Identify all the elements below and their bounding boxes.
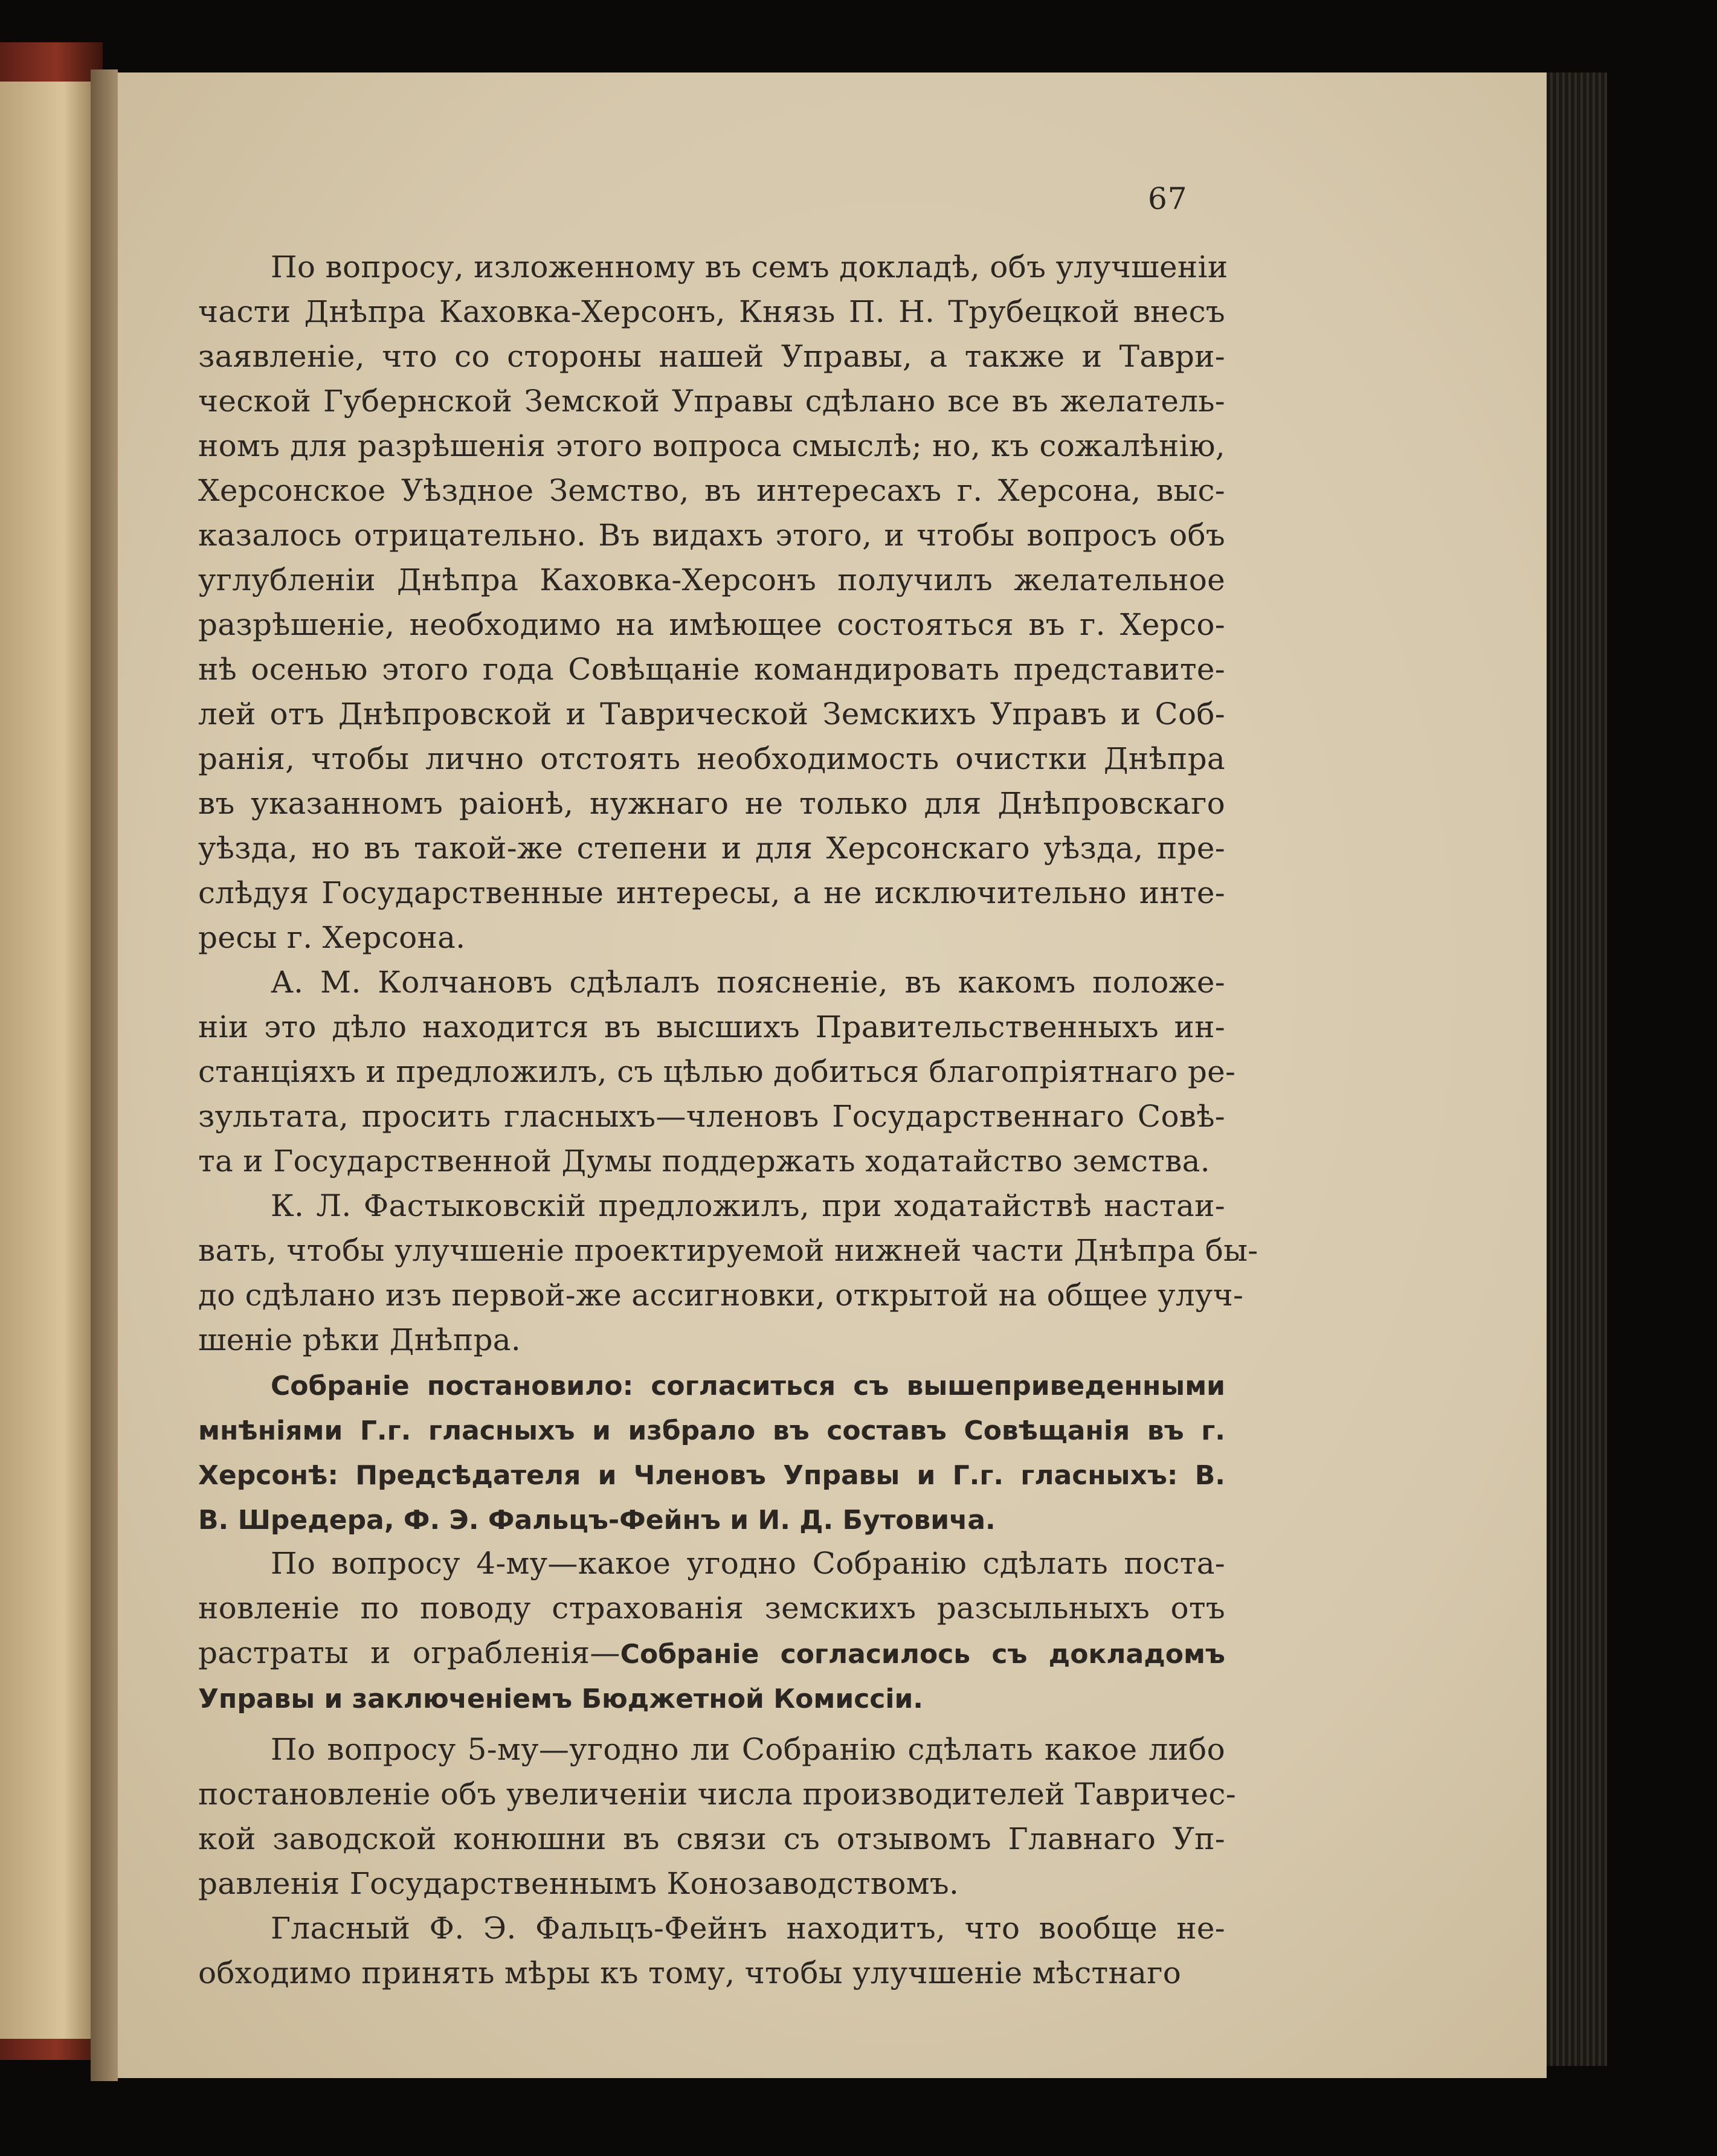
text-run: ранія, чтобы лично отстоять необходимость очистки Днѣпра: [198, 741, 1225, 776]
text-run: кой заводской конюшни въ связи съ отзывомъ Главнаго Уп-: [198, 1821, 1225, 1856]
paragraph: [198, 245, 1228, 960]
text-line: [198, 870, 1225, 915]
page-stack-edge: [1541, 72, 1607, 2066]
text-run: станціяхъ и предложилъ, съ цѣлью добиться благопріятнаго ре-: [198, 1054, 1236, 1089]
text-run: заявленіе, что со стороны нашей Управы, а также и Таври-: [198, 339, 1225, 374]
text-run: до сдѣлано изъ первой-же ассигновки, открытой на общее улуч-: [198, 1278, 1244, 1313]
text-run: казалось отрицательно. Въ видахъ этого, и чтобы вопросъ объ: [198, 518, 1225, 553]
text-run: ресы г. Херсона.: [198, 920, 466, 955]
text-line: [198, 1727, 1225, 1772]
text-line: [198, 513, 1225, 558]
text-line: [198, 1183, 1225, 1228]
text-run: уѣзда, но въ такой-же степени и для Херсонскаго уѣзда, пре-: [198, 831, 1225, 866]
text-line: [198, 1906, 1225, 1951]
text-line: [198, 1861, 1225, 1906]
text-run: Гласный Ф. Э. Фальцъ-Фейнъ находитъ, что вообще не-: [271, 1911, 1225, 1946]
text-run: обходимо принять мѣры къ тому, чтобы улучшеніе мѣстнаго: [198, 1955, 1182, 1990]
text-line: [198, 602, 1225, 647]
text-line: [198, 960, 1225, 1005]
text-line: [198, 1817, 1225, 1861]
paragraph: [198, 1727, 1236, 1906]
paragraph: [198, 1541, 1225, 1720]
bold-text-run: Собраніе постановило: согласиться съ вышеприведенными: [271, 1371, 1225, 1401]
text-run: зультата, просить гласныхъ—членовъ Государственнаго Совѣ-: [198, 1099, 1225, 1134]
text-run: По вопросу, изложенному въ семъ докладѣ, объ улучшеніи: [271, 249, 1228, 285]
text-run: По вопросу 4-му—какое угодно Собранію сдѣлать поста-: [271, 1546, 1225, 1581]
text-run: А. М. Колчановъ сдѣлалъ поясненіе, въ какомъ положе-: [271, 965, 1225, 1000]
text-run: По вопросу 5-му—угодно ли Собранію сдѣлать какое либо: [271, 1732, 1225, 1767]
facing-page-edge: [0, 82, 91, 2039]
text-line: [198, 1675, 1225, 1720]
text-line: [198, 1630, 1225, 1675]
paragraph: [198, 1906, 1225, 1995]
text-run: вать, чтобы улучшеніе проектируемой нижней части Днѣпра бы-: [198, 1233, 1258, 1268]
text-line: [198, 468, 1225, 513]
text-line: [198, 1362, 1225, 1407]
text-line: [198, 915, 1225, 960]
text-line: [198, 1541, 1225, 1586]
text-run: новленіе по поводу страхованія земскихъ разсыльныхъ отъ: [198, 1591, 1225, 1626]
text-run: Херсонское Уѣздное Земство, въ интересахъ г. Херсона, выс-: [198, 473, 1225, 508]
bold-text-run: Собраніе согласилось съ докладомъ: [620, 1639, 1225, 1670]
text-run: шеніе рѣки Днѣпра.: [198, 1322, 521, 1357]
text-run: слѣдуя Государственные интересы, а не исключительно инте-: [198, 875, 1225, 910]
text-run: растраты и ограбленія—: [198, 1635, 620, 1670]
text-line: [198, 1139, 1225, 1183]
text-line: [198, 736, 1225, 781]
text-run: разрѣшеніе, необходимо на имѣющее состояться въ г. Херсо-: [198, 607, 1225, 642]
bold-text-run: В. Шредера, Ф. Э. Фальцъ-Фейнъ и И. Д. Бутовича.: [198, 1505, 996, 1536]
paragraph: [198, 1183, 1258, 1362]
text-line: [198, 245, 1228, 289]
text-line: [198, 692, 1225, 736]
text-run: К. Л. Фастыковскій предложилъ, при ходатайствѣ настаи-: [271, 1188, 1225, 1223]
text-line: [198, 1496, 1225, 1541]
page-text: [198, 245, 1258, 1995]
text-line: [198, 1273, 1244, 1318]
text-run: та и Государственной Думы поддержать ходатайство земства.: [198, 1144, 1210, 1179]
bold-text-run: Управы и заключеніемъ Бюджетной Комиссіи.: [198, 1684, 923, 1714]
text-line: [198, 647, 1225, 692]
text-line: [198, 1228, 1258, 1273]
page-number: 67: [1148, 181, 1188, 216]
text-line: [198, 289, 1225, 334]
text-run: въ указанномъ раіонѣ, нужнаго не только для Днѣпровскаго: [198, 786, 1225, 821]
text-line: [198, 826, 1225, 870]
text-line: [198, 1407, 1225, 1452]
bold-text-run: мнѣніями Г.г. гласныхъ и избрало въ составъ Совѣщанія въ г.: [198, 1415, 1225, 1446]
text-run: части Днѣпра Каховка-Херсонъ, Князь П. Н. Трубецкой внесъ: [198, 294, 1225, 329]
text-line: [198, 1951, 1225, 1995]
paragraph: [198, 1362, 1225, 1541]
text-line: [198, 379, 1225, 423]
text-run: постановленіе объ увеличеніи числа производителей Тавричес-: [198, 1777, 1236, 1812]
paragraph: [198, 960, 1236, 1183]
text-line: [198, 334, 1225, 379]
text-run: ніи это дѣло находится въ высшихъ Правительственныхъ ин-: [198, 1009, 1225, 1044]
text-line: [198, 423, 1225, 468]
text-run: нѣ осенью этого года Совѣщаніе командировать представите-: [198, 652, 1225, 687]
text-run: лей отъ Днѣпровской и Таврической Земскихъ Управъ и Соб-: [198, 697, 1225, 732]
text-run: ческой Губернской Земской Управы сдѣлано все въ желатель-: [198, 384, 1225, 419]
text-run: равленія Государственнымъ Конозаводствомъ.: [198, 1866, 959, 1901]
book-gutter: [91, 69, 118, 2081]
text-line: [198, 1094, 1225, 1139]
text-line: [198, 1005, 1225, 1049]
text-line: [198, 1049, 1236, 1094]
text-line: [198, 1772, 1236, 1817]
bold-text-run: Херсонѣ: Предсѣдателя и Членовъ Управы и Г.г. гласныхъ: В.: [198, 1460, 1225, 1491]
text-line: [198, 1318, 1225, 1362]
text-run: номъ для разрѣшенія этого вопроса смыслѣ; но, къ сожалѣнію,: [198, 428, 1225, 463]
text-run: углубленіи Днѣпра Каховка-Херсонъ получилъ желательное: [198, 562, 1225, 597]
text-line: [198, 558, 1225, 602]
text-line: [198, 1452, 1225, 1496]
text-line: [198, 781, 1225, 826]
text-line: [198, 1586, 1225, 1630]
